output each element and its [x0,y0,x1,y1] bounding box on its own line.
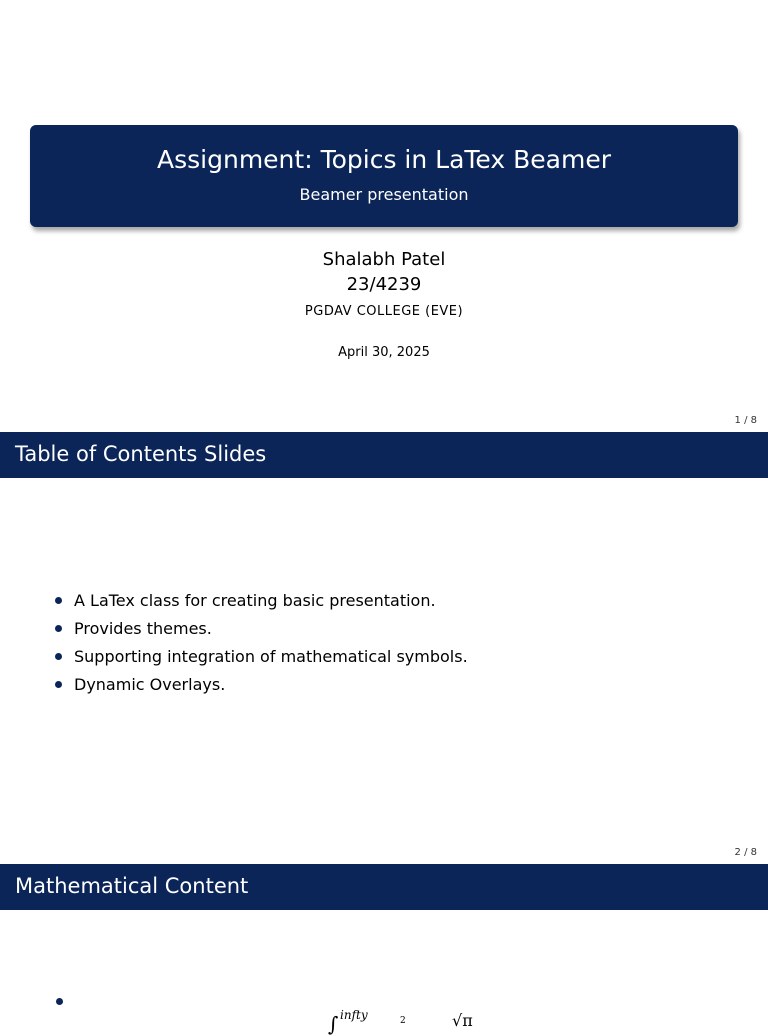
bullet-icon [56,998,63,1005]
bullet-icon [55,681,62,688]
list-item [54,643,468,671]
bullet-icon [55,597,62,604]
page-number: 2 / 8 [734,847,757,858]
title-slide [0,0,768,432]
sqrt-pi: √π [452,1011,473,1030]
frame-title: Mathematical Content [15,874,249,898]
bullet-list [54,587,468,699]
list-item [54,671,468,699]
frame-title-bar [0,432,768,478]
frame-title: Table of Contents Slides [15,442,267,466]
presentation-date: April 30, 2025 [338,345,430,360]
page-number: 1 / 8 [734,415,757,426]
presentation-subtitle: Beamer presentation [299,185,469,204]
bullet-icon [55,653,62,660]
list-item [54,587,468,615]
integral-sign: ∫ [328,1012,339,1036]
bullet-icon [55,625,62,632]
presentation-title: Assignment: Topics in LaTex Beamer [157,145,611,174]
list-item-text: Provides themes. [74,619,212,638]
list-item [54,615,468,643]
integral-limit: infty [340,1008,368,1022]
list-item-text: Dynamic Overlays. [74,675,226,694]
roll-number: 23/4239 [346,274,422,295]
frame-title-bar [0,864,768,910]
author-name: Shalabh Patel [322,249,446,270]
title-block [30,125,738,227]
exponent: 2 [400,1016,406,1026]
institute-name: PGDAV COLLEGE (EVE) [304,304,464,319]
list-item-text: Supporting integration of mathematical symbols. [74,647,468,666]
list-item-text: A LaTex class for creating basic presentation. [74,591,436,610]
